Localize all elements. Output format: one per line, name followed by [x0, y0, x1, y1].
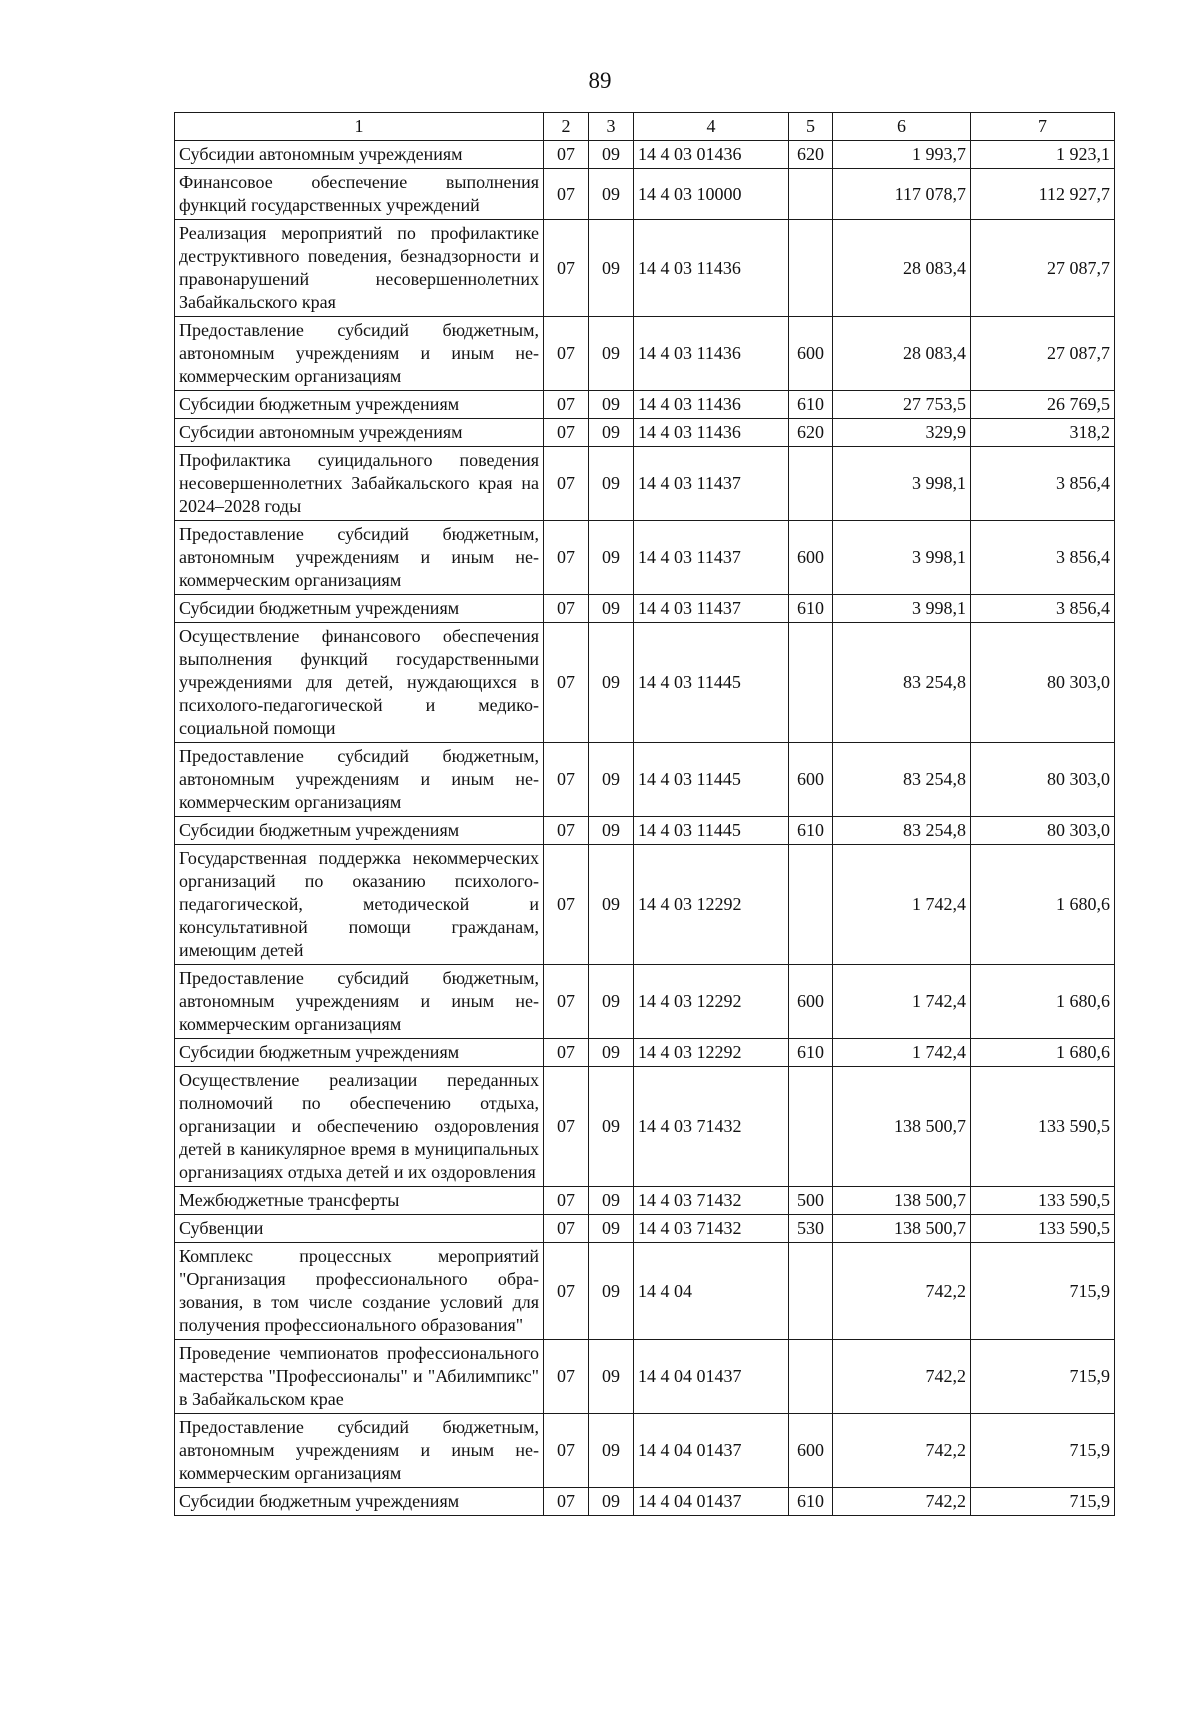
target-article-cell: 14 4 04 — [634, 1243, 789, 1340]
target-article-cell: 14 4 03 11437 — [634, 595, 789, 623]
subsection-code-cell: 09 — [589, 1340, 634, 1414]
amount-col6-cell: 27 753,5 — [833, 391, 971, 419]
target-article-cell: 14 4 04 01437 — [634, 1414, 789, 1488]
subsection-code-cell: 09 — [589, 743, 634, 817]
column-header: 6 — [833, 113, 971, 141]
expense-type-cell: 600 — [789, 1414, 833, 1488]
table-row — [175, 141, 1115, 169]
item-name-cell: Реализация мероприятий по профилактике деструктивного поведения, безнадзорности и правонарушений несовершеннолетних Забайкальского края — [175, 220, 544, 317]
expense-type-cell: 610 — [789, 391, 833, 419]
section-code-cell: 07 — [544, 419, 589, 447]
amount-col7-cell: 133 590,5 — [971, 1067, 1115, 1187]
item-name-cell: Комплекс процессных мероприятий "Организация профессионального образования, в том числе создание условий для получения профессионального образования" — [175, 1243, 544, 1340]
section-code-cell: 07 — [544, 845, 589, 965]
expense-type-cell: 600 — [789, 965, 833, 1039]
subsection-code-cell: 09 — [589, 141, 634, 169]
amount-col6-cell: 83 254,8 — [833, 817, 971, 845]
item-name-cell: Межбюджетные трансферты — [175, 1187, 544, 1215]
section-code-cell: 07 — [544, 1340, 589, 1414]
expense-type-cell — [789, 1340, 833, 1414]
amount-col7-cell: 1 923,1 — [971, 141, 1115, 169]
subsection-code-cell: 09 — [589, 1488, 634, 1516]
amount-col7-cell: 133 590,5 — [971, 1187, 1115, 1215]
amount-col6-cell: 83 254,8 — [833, 743, 971, 817]
item-name-cell: Финансовое обеспечение выполнения функций государственных учреждений — [175, 169, 544, 220]
section-code-cell: 07 — [544, 169, 589, 220]
subsection-code-cell: 09 — [589, 817, 634, 845]
amount-col6-cell: 742,2 — [833, 1243, 971, 1340]
target-article-cell: 14 4 03 10000 — [634, 169, 789, 220]
subsection-code-cell: 09 — [589, 1215, 634, 1243]
section-code-cell: 07 — [544, 1039, 589, 1067]
subsection-code-cell: 09 — [589, 595, 634, 623]
item-name-cell: Предоставление субсидий бюджетным, автономным учреждениям и иным некоммерческим организациям — [175, 1414, 544, 1488]
table-row — [175, 169, 1115, 220]
amount-col7-cell: 3 856,4 — [971, 447, 1115, 521]
page-number: 89 — [588, 68, 612, 93]
table-row — [175, 1067, 1115, 1187]
expense-type-cell: 610 — [789, 1039, 833, 1067]
amount-col7-cell: 27 087,7 — [971, 220, 1115, 317]
target-article-cell: 14 4 03 11436 — [634, 317, 789, 391]
expense-type-cell: 610 — [789, 595, 833, 623]
item-name-cell: Предоставление субсидий бюджетным, автономным учреждениям и иным некоммерческим организациям — [175, 521, 544, 595]
item-name-cell: Субсидии бюджетным учреждениям — [175, 1488, 544, 1516]
column-header: 3 — [589, 113, 634, 141]
table-header-row — [175, 113, 1115, 141]
section-code-cell: 07 — [544, 623, 589, 743]
amount-col7-cell: 1 680,6 — [971, 1039, 1115, 1067]
target-article-cell: 14 4 03 11445 — [634, 623, 789, 743]
amount-col6-cell: 138 500,7 — [833, 1067, 971, 1187]
target-article-cell: 14 4 03 12292 — [634, 965, 789, 1039]
expense-type-cell: 600 — [789, 743, 833, 817]
section-code-cell: 07 — [544, 1488, 589, 1516]
item-name-cell: Субсидии бюджетным учреждениям — [175, 391, 544, 419]
section-code-cell: 07 — [544, 141, 589, 169]
amount-col7-cell: 1 680,6 — [971, 845, 1115, 965]
expense-type-cell — [789, 169, 833, 220]
amount-col7-cell: 112 927,7 — [971, 169, 1115, 220]
item-name-cell: Субсидии бюджетным учреждениям — [175, 595, 544, 623]
table-row — [175, 220, 1115, 317]
target-article-cell: 14 4 03 71432 — [634, 1187, 789, 1215]
amount-col6-cell: 83 254,8 — [833, 623, 971, 743]
subsection-code-cell: 09 — [589, 169, 634, 220]
subsection-code-cell: 09 — [589, 1414, 634, 1488]
section-code-cell: 07 — [544, 447, 589, 521]
expense-type-cell: 600 — [789, 521, 833, 595]
subsection-code-cell: 09 — [589, 317, 634, 391]
column-header: 1 — [175, 113, 544, 141]
item-name-cell: Предоставление субсидий бюджетным, автономным учреждениям и иным некоммерческим организациям — [175, 317, 544, 391]
amount-col6-cell: 138 500,7 — [833, 1187, 971, 1215]
target-article-cell: 14 4 04 01437 — [634, 1340, 789, 1414]
amount-col7-cell: 80 303,0 — [971, 817, 1115, 845]
section-code-cell: 07 — [544, 1243, 589, 1340]
amount-col7-cell: 80 303,0 — [971, 623, 1115, 743]
target-article-cell: 14 4 03 11436 — [634, 220, 789, 317]
amount-col7-cell: 715,9 — [971, 1340, 1115, 1414]
section-code-cell: 07 — [544, 743, 589, 817]
expense-type-cell — [789, 1067, 833, 1187]
table-row — [175, 1039, 1115, 1067]
table-row — [175, 1414, 1115, 1488]
table-row — [175, 743, 1115, 817]
table-row — [175, 447, 1115, 521]
subsection-code-cell: 09 — [589, 521, 634, 595]
section-code-cell: 07 — [544, 595, 589, 623]
target-article-cell: 14 4 03 11445 — [634, 743, 789, 817]
item-name-cell: Субвенции — [175, 1215, 544, 1243]
section-code-cell: 07 — [544, 521, 589, 595]
subsection-code-cell: 09 — [589, 623, 634, 743]
item-name-cell: Осуществление финансового обеспечения выполнения функций государственными учреждениями для детей, нуждающихся в психолого-педагогической и медико-социальной помощи — [175, 623, 544, 743]
subsection-code-cell: 09 — [589, 220, 634, 317]
subsection-code-cell: 09 — [589, 1039, 634, 1067]
amount-col6-cell: 138 500,7 — [833, 1215, 971, 1243]
table-row — [175, 595, 1115, 623]
amount-col7-cell: 1 680,6 — [971, 965, 1115, 1039]
table-row — [175, 521, 1115, 595]
amount-col6-cell: 117 078,7 — [833, 169, 971, 220]
expense-type-cell: 610 — [789, 817, 833, 845]
subsection-code-cell: 09 — [589, 845, 634, 965]
amount-col7-cell: 133 590,5 — [971, 1215, 1115, 1243]
target-article-cell: 14 4 03 11436 — [634, 419, 789, 447]
subsection-code-cell: 09 — [589, 391, 634, 419]
column-header: 2 — [544, 113, 589, 141]
expense-type-cell — [789, 220, 833, 317]
table-row — [175, 317, 1115, 391]
column-header: 7 — [971, 113, 1115, 141]
section-code-cell: 07 — [544, 817, 589, 845]
subsection-code-cell: 09 — [589, 1187, 634, 1215]
table-row — [175, 419, 1115, 447]
target-article-cell: 14 4 03 71432 — [634, 1067, 789, 1187]
item-name-cell: Предоставление субсидий бюджетным, автономным учреждениям и иным некоммерческим организациям — [175, 965, 544, 1039]
section-code-cell: 07 — [544, 317, 589, 391]
section-code-cell: 07 — [544, 1215, 589, 1243]
target-article-cell: 14 4 03 11437 — [634, 521, 789, 595]
target-article-cell: 14 4 03 11436 — [634, 391, 789, 419]
target-article-cell: 14 4 03 71432 — [634, 1215, 789, 1243]
amount-col6-cell: 28 083,4 — [833, 317, 971, 391]
table-row — [175, 391, 1115, 419]
table-row — [175, 623, 1115, 743]
table-row — [175, 1187, 1115, 1215]
amount-col7-cell: 26 769,5 — [971, 391, 1115, 419]
amount-col6-cell: 28 083,4 — [833, 220, 971, 317]
target-article-cell: 14 4 03 12292 — [634, 1039, 789, 1067]
expense-type-cell — [789, 845, 833, 965]
table-row — [175, 965, 1115, 1039]
item-name-cell: Государственная поддержка некоммерческих организаций по оказанию психолого-педагогической, методической и консультативной помощи гражданам, имеющим детей — [175, 845, 544, 965]
amount-col6-cell: 1 993,7 — [833, 141, 971, 169]
section-code-cell: 07 — [544, 965, 589, 1039]
amount-col7-cell: 318,2 — [971, 419, 1115, 447]
subsection-code-cell: 09 — [589, 965, 634, 1039]
table-row — [175, 1340, 1115, 1414]
amount-col6-cell: 1 742,4 — [833, 965, 971, 1039]
amount-col7-cell: 27 087,7 — [971, 317, 1115, 391]
subsection-code-cell: 09 — [589, 1067, 634, 1187]
subsection-code-cell: 09 — [589, 1243, 634, 1340]
amount-col7-cell: 80 303,0 — [971, 743, 1115, 817]
expense-type-cell: 620 — [789, 419, 833, 447]
section-code-cell: 07 — [544, 391, 589, 419]
expense-type-cell: 530 — [789, 1215, 833, 1243]
subsection-code-cell: 09 — [589, 419, 634, 447]
section-code-cell: 07 — [544, 1067, 589, 1187]
target-article-cell: 14 4 03 12292 — [634, 845, 789, 965]
amount-col6-cell: 1 742,4 — [833, 1039, 971, 1067]
section-code-cell: 07 — [544, 220, 589, 317]
table-row — [175, 817, 1115, 845]
expense-type-cell: 600 — [789, 317, 833, 391]
item-name-cell: Субсидии автономным учреждениям — [175, 419, 544, 447]
item-name-cell: Профилактика суицидального поведения несовершеннолетних Забайкальского края на 2024–2028 годы — [175, 447, 544, 521]
table-row — [175, 1243, 1115, 1340]
amount-col6-cell: 3 998,1 — [833, 521, 971, 595]
expense-type-cell — [789, 447, 833, 521]
amount-col6-cell: 742,2 — [833, 1340, 971, 1414]
amount-col6-cell: 742,2 — [833, 1488, 971, 1516]
section-code-cell: 07 — [544, 1187, 589, 1215]
amount-col6-cell: 1 742,4 — [833, 845, 971, 965]
expense-type-cell: 500 — [789, 1187, 833, 1215]
item-name-cell: Субсидии бюджетным учреждениям — [175, 817, 544, 845]
item-name-cell: Предоставление субсидий бюджетным, автономным учреждениям и иным некоммерческим организациям — [175, 743, 544, 817]
table-row — [175, 1488, 1115, 1516]
item-name-cell: Проведение чемпионатов профессионального мастерства "Профессионалы" и "Абилимпикс" в Забайкальском крае — [175, 1340, 544, 1414]
column-header: 4 — [634, 113, 789, 141]
expense-type-cell — [789, 623, 833, 743]
budget-table — [174, 112, 1115, 1516]
section-code-cell: 07 — [544, 1414, 589, 1488]
expense-type-cell — [789, 1243, 833, 1340]
amount-col7-cell: 3 856,4 — [971, 521, 1115, 595]
subsection-code-cell: 09 — [589, 447, 634, 521]
item-name-cell: Осуществление реализации переданных полномочий по обеспечению отдыха, организации и обеспечению оздоровления детей в каникулярное время в муниципальных организациях отдыха детей и их оздоровления — [175, 1067, 544, 1187]
target-article-cell: 14 4 03 11445 — [634, 817, 789, 845]
table-row — [175, 845, 1115, 965]
amount-col6-cell: 3 998,1 — [833, 595, 971, 623]
expense-type-cell: 620 — [789, 141, 833, 169]
expense-type-cell: 610 — [789, 1488, 833, 1516]
table-row — [175, 1215, 1115, 1243]
item-name-cell: Субсидии бюджетным учреждениям — [175, 1039, 544, 1067]
amount-col7-cell: 715,9 — [971, 1243, 1115, 1340]
amount-col7-cell: 715,9 — [971, 1414, 1115, 1488]
column-header: 5 — [789, 113, 833, 141]
item-name-cell: Субсидии автономным учреждениям — [175, 141, 544, 169]
amount-col6-cell: 742,2 — [833, 1414, 971, 1488]
amount-col6-cell: 3 998,1 — [833, 447, 971, 521]
table-body — [175, 141, 1115, 1516]
target-article-cell: 14 4 03 11437 — [634, 447, 789, 521]
amount-col7-cell: 3 856,4 — [971, 595, 1115, 623]
amount-col6-cell: 329,9 — [833, 419, 971, 447]
target-article-cell: 14 4 03 01436 — [634, 141, 789, 169]
amount-col7-cell: 715,9 — [971, 1488, 1115, 1516]
target-article-cell: 14 4 04 01437 — [634, 1488, 789, 1516]
